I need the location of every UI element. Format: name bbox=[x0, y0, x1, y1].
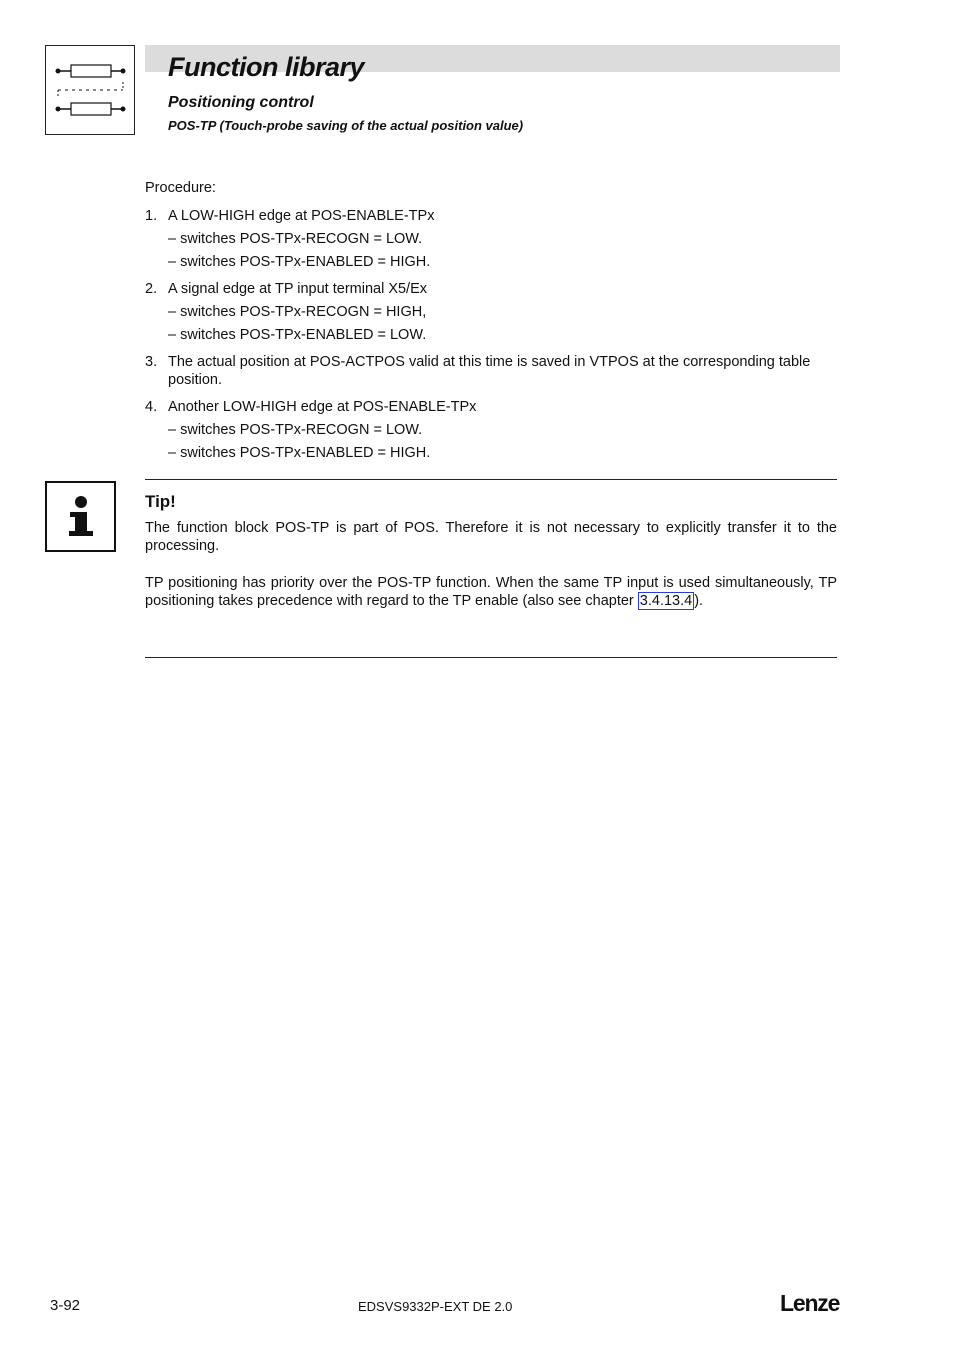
step-number: 2. bbox=[145, 281, 158, 297]
tip-paragraph-1: The function block POS-TP is part of POS. Therefore it is not necessary to explicitly transfer it to the processing. bbox=[145, 520, 837, 554]
function-block-diagram-graphic bbox=[46, 46, 134, 134]
procedure-step bbox=[145, 353, 837, 389]
info-icon bbox=[45, 481, 116, 552]
section-title: Positioning control bbox=[168, 94, 314, 111]
step-sub-item: – switches POS-TPx-ENABLED = HIGH. bbox=[168, 445, 431, 461]
tip-paragraph-2-text: TP positioning has priority over the POS-TP function. When the same TP input is used simultaneously, TP positioning takes precedence with regard to the TP enable (also see chapter bbox=[145, 575, 837, 609]
page-title: Function library bbox=[168, 52, 365, 82]
function-block-diagram-icon bbox=[45, 45, 135, 135]
step-sub-item: – switches POS-TPx-ENABLED = HIGH. bbox=[168, 254, 431, 270]
step-text: A signal edge at TP input terminal X5/Ex bbox=[168, 281, 428, 297]
step-sub-item: – switches POS-TPx-RECOGN = LOW. bbox=[168, 231, 423, 247]
document-id: EDSVS9332P-EXT DE 2.0 bbox=[358, 1299, 513, 1314]
tip-top-divider bbox=[145, 479, 837, 480]
tip-block bbox=[145, 493, 837, 629]
procedure-steps bbox=[145, 207, 837, 462]
step-number: 3. bbox=[145, 354, 158, 370]
info-icon-graphic bbox=[47, 483, 114, 550]
step-text: A LOW-HIGH edge at POS-ENABLE-TPx bbox=[168, 208, 435, 224]
tip-paragraph-2 bbox=[145, 574, 837, 610]
step-sub-item: – switches POS-TPx-ENABLED = LOW. bbox=[168, 327, 427, 343]
procedure-step bbox=[145, 207, 837, 271]
page-number: 3-92 bbox=[50, 1297, 81, 1314]
tip-bottom-divider bbox=[145, 657, 837, 658]
brand-logo: Lenze bbox=[780, 1290, 840, 1316]
step-sub-item: – switches POS-TPx-RECOGN = HIGH, bbox=[168, 304, 427, 320]
tip-paragraph-2-end: ). bbox=[694, 593, 704, 609]
chapter-link[interactable]: 3.4.13.4 bbox=[639, 593, 693, 609]
step-sub-item: – switches POS-TPx-RECOGN = LOW. bbox=[168, 422, 423, 438]
procedure-section bbox=[145, 179, 837, 471]
step-number: 1. bbox=[145, 208, 158, 224]
procedure-step bbox=[145, 398, 837, 462]
step-text: The actual position at POS-ACTPOS valid at this time is saved in VTPOS at the corresponding table position. bbox=[168, 354, 811, 388]
step-number: 4. bbox=[145, 399, 158, 415]
subsection-title: POS-TP (Touch-probe saving of the actual position value) bbox=[168, 118, 524, 133]
tip-title: Tip! bbox=[145, 492, 176, 511]
procedure-label: Procedure: bbox=[145, 180, 216, 196]
procedure-step bbox=[145, 280, 837, 344]
step-text: Another LOW-HIGH edge at POS-ENABLE-TPx bbox=[168, 399, 477, 415]
